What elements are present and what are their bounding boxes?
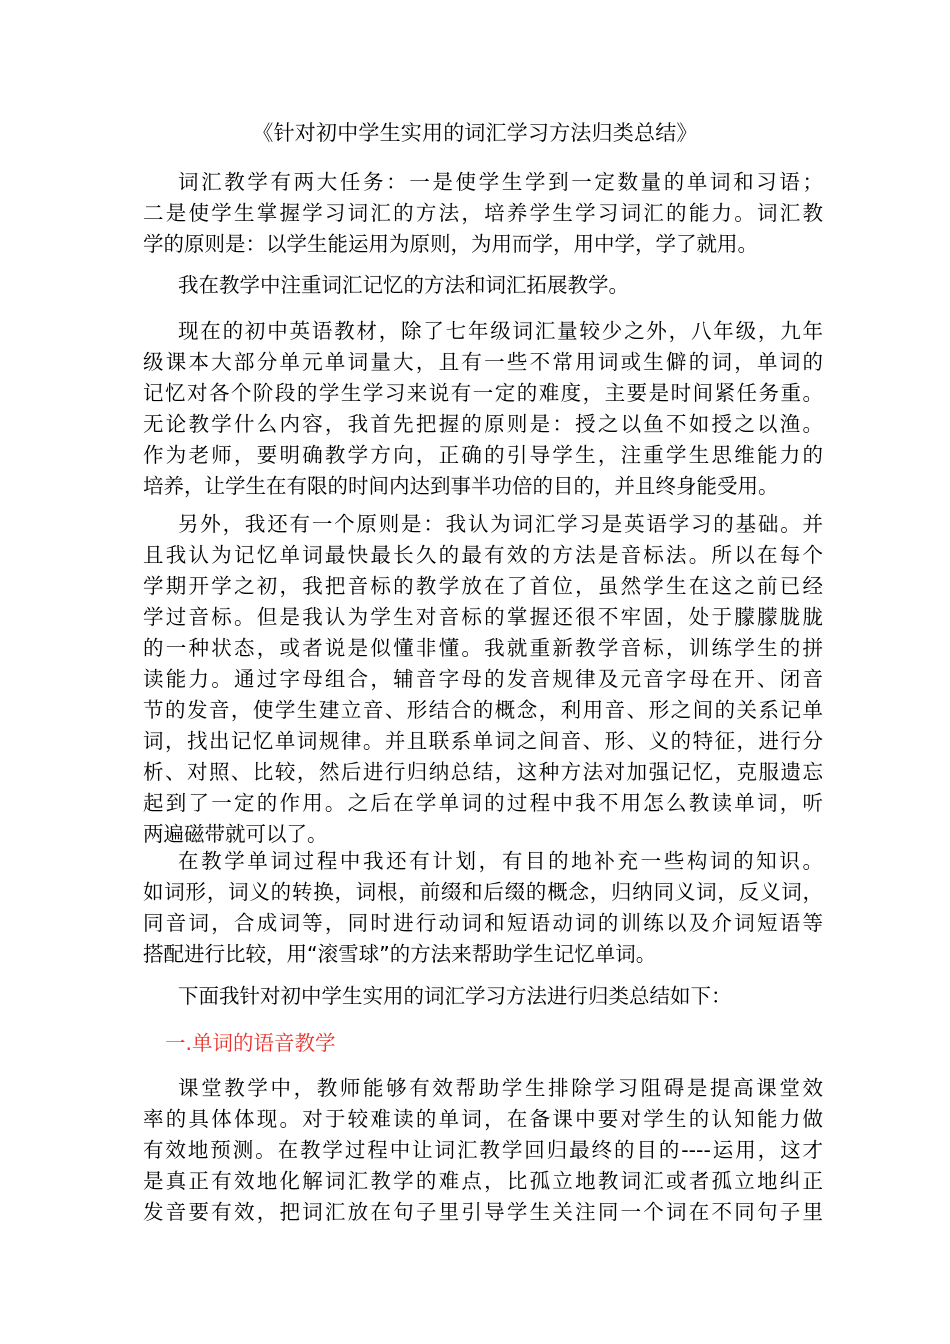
paragraph-word-formation (143, 846, 823, 970)
text-line: 如词形，词义的转换，词根，前缀和后缀的概念，归纳同义词，反义词， (143, 880, 823, 904)
text-line: 作为老师，要明确教学方向，正确的引导学生，注重学生思维能力的 (143, 443, 823, 467)
text-line: 我在教学中注重词汇记忆的方法和词汇拓展教学。 (178, 273, 629, 297)
paragraph-textbook (143, 316, 823, 502)
text-line: 节的发音，使学生建立音、形结合的概念，利用音、形之间的关系记单 (143, 698, 823, 722)
text-line: 记忆对各个阶段的学生学习来说有一定的难度，主要是时间紧任务重。 (143, 381, 823, 405)
document-title: 《针对初中学生实用的词汇学习方法归类总结》 (252, 121, 698, 145)
text-line: 且我认为记忆单词最快最长久的最有效的方法是音标法。所以在每个 (143, 543, 823, 567)
text-line: 课堂教学中，教师能够有效帮助学生排除学习阻碍是提高课堂效 (178, 1076, 823, 1100)
text-line: 学期开学之初，我把音标的教学放在了首位，虽然学生在这之前已经 (143, 574, 823, 598)
text-line: 是真正有效地化解词汇教学的难点，比孤立地教词汇或者孤立地纠正 (143, 1169, 823, 1193)
paragraph-focus (143, 270, 823, 301)
text-line: 有效地预测。在教学过程中让词汇教学回归最终的目的----运用，这才 (143, 1138, 823, 1162)
text-line: 现在的初中英语教材，除了七年级词汇量较少之外，八年级，九年 (178, 319, 823, 343)
text-line: 起到了一定的作用。之后在学单词的过程中我不用怎么教读单词，听 (143, 791, 823, 815)
text-line: 在教学单词过程中我还有计划，有目的地补充一些构词的知识。 (178, 849, 823, 873)
text-line: 的一种状态，或者说是似懂非懂。我就重新教学音标，训练学生的拼 (143, 636, 823, 660)
text-line: 搭配进行比较，用“滚雪球”的方法来帮助学生记忆单词。 (143, 942, 657, 966)
text-line: 下面我针对初中学生实用的词汇学习方法进行归类总结如下： (178, 984, 732, 1008)
text-line: 另外，我还有一个原则是：我认为词汇学习是英语学习的基础。并 (178, 512, 823, 536)
text-line: 学过音标。但是我认为学生对音标的掌握还很不牢固，处于朦朦胧胧 (143, 605, 823, 629)
text-line: 读能力。通过字母组合，辅音字母的发音规律及元音字母在开、闭音 (143, 667, 823, 691)
paragraph-phonetics (143, 509, 823, 850)
text-line: 二是使学生掌握学习词汇的方法，培养学生学习词汇的能力。词汇教 (143, 201, 823, 225)
text-line: 无论教学什么内容，我首先把握的原则是：授之以鱼不如授之以渔。 (143, 412, 823, 436)
text-line: 词，找出记忆单词规律。并且联系单词之间音、形、义的特征，进行分 (143, 729, 823, 753)
text-line: 学的原则是：以学生能运用为原则，为用而学，用中学，学了就用。 (143, 232, 758, 256)
text-line: 发音要有效，把词汇放在句子里引导学生关注同一个词在不同句子里 (143, 1200, 823, 1224)
paragraph-tasks (143, 167, 823, 260)
paragraph-summary-intro (143, 981, 823, 1012)
text-line: 率的具体体现。对于较难读的单词，在备课中要对学生的认知能力做 (143, 1107, 823, 1131)
text-line: 两遍磁带就可以了。 (143, 822, 328, 846)
section-heading: 一.单词的语音教学 (165, 1031, 336, 1055)
text-line: 级课本大部分单元单词量大，且有一些不常用词或生僻的词，单词的 (143, 350, 823, 374)
text-line: 培养，让学生在有限的时间内达到事半功倍的目的，并且终身能受用。 (143, 474, 779, 498)
paragraph-pronunciation (143, 1073, 823, 1228)
text-line: 析、对照、比较，然后进行归纳总结，这种方法对加强记忆，克服遗忘 (143, 760, 823, 784)
text-line: 词汇教学有两大任务：一是使学生学到一定数量的单词和习语； (178, 170, 823, 194)
text-line: 同音词，合成词等，同时进行动词和短语动词的训练以及介词短语等 (143, 911, 823, 935)
